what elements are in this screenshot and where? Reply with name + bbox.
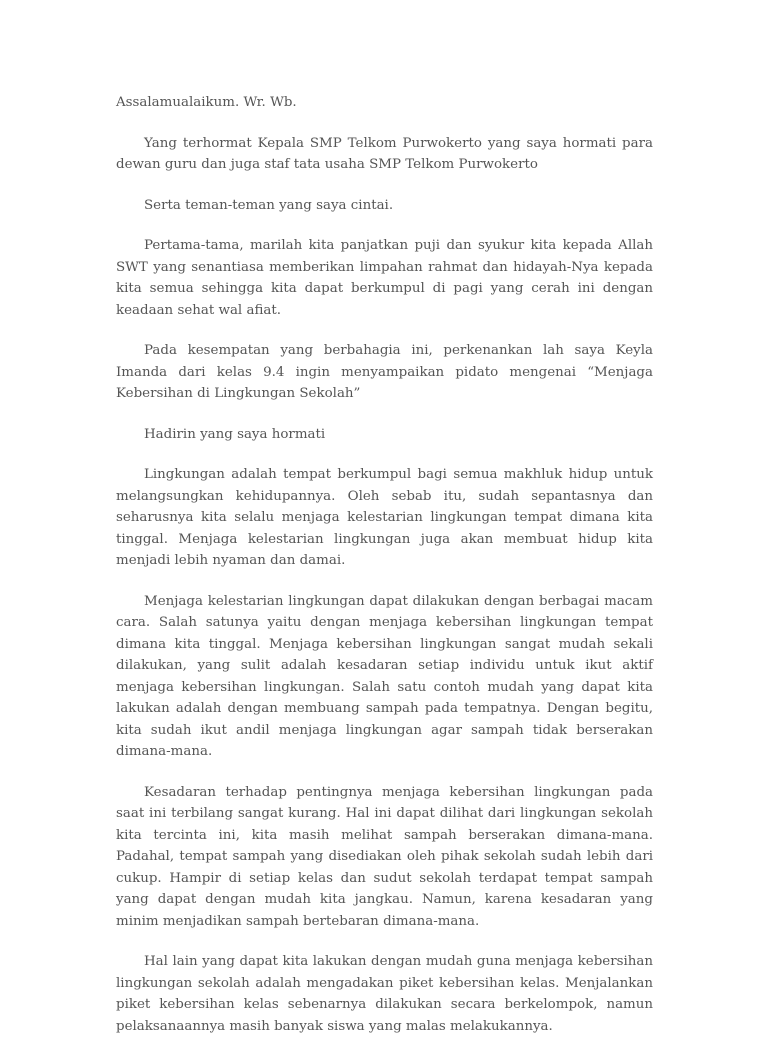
salutation-paragraph: Yang terhormat Kepala SMP Telkom Purwokerto yang saya hormati para dewan guru dan juga staf tata usaha SMP Telkom Purwokerto [116, 135, 653, 172]
body-paragraph: Kesadaran terhadap pentingnya menjaga kebersihan lingkungan pada saat ini terbilang sangat kurang. Hal ini dapat dilihat dari lingkungan sekolah kita tercinta ini, kita masih melihat sampah berserakan dimana-mana. Padahal, tempat sampah yang disediakan oleh pihak sekolah sudah lebih dari cukup. Hampir di setiap kelas dan sudut sekolah terdapat tempat sampah yang dapat dengan mudah kita jangkau. Namun, karena kesadaran yang minim menjadikan sampah bertebaran dimana-mana. [116, 784, 653, 929]
document-body [116, 92, 653, 1037]
body-paragraph: Lingkungan adalah tempat berkumpul bagi semua makhluk hidup untuk melangsungkan kehidupannya. Oleh sebab itu, sudah sepantasnya dan seharusnya kita selalu menjaga kelestarian lingkungan tempat dimana kita tinggal. Menjaga kelestarian lingkungan juga akan membuat hidup kita menjadi lebih nyaman dan damai. [116, 467, 653, 568]
salutation-friends-paragraph: Serta teman-teman yang saya cintai. [144, 197, 394, 213]
greeting-paragraph: Assalamualaikum. Wr. Wb. [116, 95, 297, 110]
opening-paragraph: Pertama-tama, marilah kita panjatkan puji dan syukur kita kepada Allah SWT yang senantiasa memberikan limpahan rahmat dan hidayah-Nya kepada kita semua sehingga kita dapat berkumpul di pagi yang cerah ini dengan keadaan sehat wal afiat. [116, 238, 653, 318]
body-paragraph: Menjaga kelestarian lingkungan dapat dilakukan dengan berbagai macam cara. Salah satunya yaitu dengan menjaga kebersihan lingkungan tempat dimana kita tinggal. Menjaga kebersihan lingkungan sangat mudah sekali dilakukan, yang sulit adalah kesadaran setiap individu untuk ikut aktif menjaga kebersihan lingkungan. Salah satu contoh mudah yang dapat kita lakukan adalah dengan membuang sampah pada tempatnya. Dengan begitu, kita sudah ikut andil menjaga lingkungan agar sampah tidak berserakan dimana-mana. [116, 593, 653, 759]
body-paragraph: Hal lain yang dapat kita lakukan dengan mudah guna menjaga kebersihan lingkungan sekolah adalah mengadakan piket kebersihan kelas. Menjalankan piket kebersihan kelas sebenarnya dilakukan secara berkelompok, namun pelaksanaannya masih banyak siswa yang malas melakukannya. [116, 954, 653, 1034]
introduction-paragraph: Pada kesempatan yang berbahagia ini, perkenankan lah saya Keyla Imanda dari kelas 9.4 ingin menyampaikan pidato mengenai “Menjaga Kebersihan di Lingkungan Sekolah” [116, 343, 653, 401]
audience-address-paragraph: Hadirin yang saya hormati [144, 426, 326, 442]
